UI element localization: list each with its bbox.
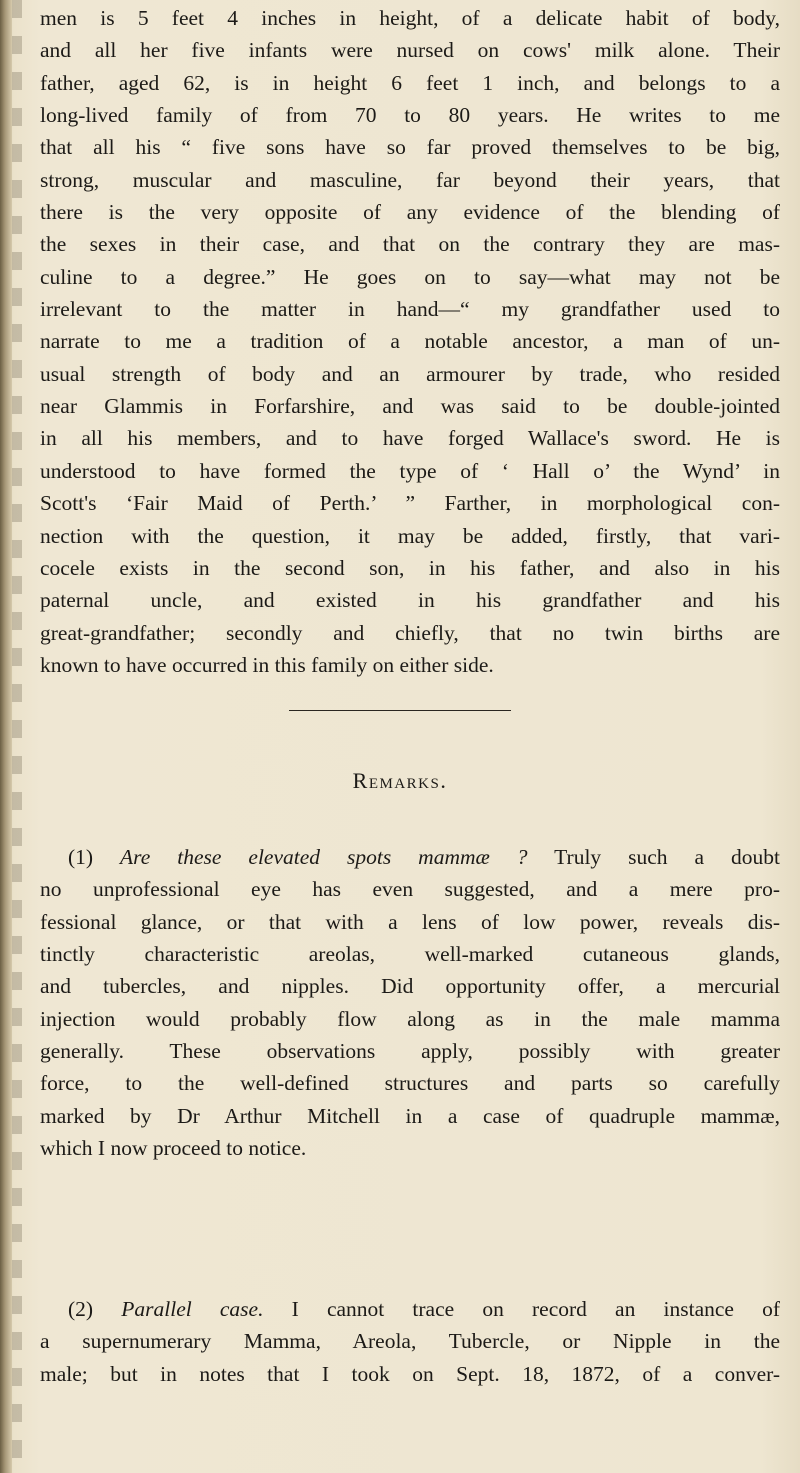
- text-line: men is 5 feet 4 inches in height, of a delicate habit of body,: [40, 6, 780, 30]
- text-line: near Glammis in Forfarshire, and was said to be double-jointed: [40, 394, 780, 419]
- text-line: paternal uncle, and existed in his grandfather and his: [40, 588, 780, 613]
- remark-2-paragraph: [40, 1293, 780, 1390]
- text-line: irrelevant to the matter in hand—“ my grandfather used to: [40, 297, 780, 322]
- text-line: father, aged 62, is in height 6 feet 1 inch, and belongs to a: [40, 70, 780, 95]
- text-line: [40, 1293, 780, 1325]
- text-line: in all his members, and to have forged Wallace's sword. He is: [40, 426, 780, 451]
- text-line: narrate to me a tradition of a notable ancestor, a man of un-: [40, 329, 780, 354]
- text-line: which I now proceed to notice.: [40, 1136, 307, 1161]
- text-line: nection with the question, it may be added, firstly, that vari-: [40, 523, 780, 548]
- remark-1-line-start: Truly such a doubt: [554, 845, 780, 869]
- text-line: marked by Dr Arthur Mitchell in a case of quadruple mammæ,: [40, 1103, 780, 1128]
- text-line: Scott's ‘Fair Maid of Perth.’ ” Farther, in morphological con-: [40, 491, 780, 516]
- remark-2-label: (2): [68, 1297, 94, 1321]
- gutter-shadow: [12, 0, 22, 1473]
- section-divider: [289, 710, 511, 711]
- text-line: fessional glance, or that with a lens of low power, reveals dis-: [40, 909, 780, 934]
- text-line: generally. These observations apply, possibly with greater: [40, 1039, 780, 1064]
- continuation-paragraph: [40, 2, 780, 681]
- remark-1-label: (1): [68, 845, 94, 869]
- text-line: a supernumerary Mamma, Areola, Tubercle, or Nipple in the: [40, 1329, 780, 1354]
- page-binding-edge: [0, 0, 12, 1473]
- text-line: there is the very opposite of any evidence of the blending of: [40, 200, 780, 225]
- remark-2-line-start: I cannot trace on record an instance of: [291, 1297, 780, 1321]
- text-line: great-grandfather; secondly and chiefly, that no twin births are: [40, 620, 780, 645]
- text-line: culine to a degree.” He goes on to say—what may not be: [40, 264, 780, 289]
- remark-1-paragraph: [40, 841, 780, 1164]
- remark-2-title: Parallel case.: [121, 1297, 264, 1321]
- text-line: [40, 841, 780, 873]
- text-line: understood to have formed the type of ‘ Hall o’ the Wynd’ in: [40, 458, 780, 483]
- text-line: and tubercles, and nipples. Did opportunity offer, a mercurial: [40, 974, 780, 999]
- text-line: male; but in notes that I took on Sept. 18, 1872, of a conver-: [40, 1361, 780, 1386]
- text-line: that all his “ five sons have so far proved themselves to be big,: [40, 135, 780, 160]
- remark-1-question: Are these elevated spots mammæ ?: [120, 845, 528, 869]
- text-line: usual strength of body and an armourer by trade, who resided: [40, 361, 780, 386]
- text-line: cocele exists in the second son, in his father, and also in his: [40, 555, 780, 580]
- text-line: long-lived family of from 70 to 80 years. He writes to me: [40, 103, 780, 128]
- remarks-heading: Remarks.: [352, 768, 448, 793]
- text-line: known to have occurred in this family on either side.: [40, 652, 494, 677]
- text-line: tinctly characteristic areolas, well-marked cutaneous glands,: [40, 942, 780, 967]
- text-line: force, to the well-defined structures and parts so carefully: [40, 1071, 780, 1096]
- text-line: injection would probably flow along as in the male mamma: [40, 1006, 780, 1031]
- text-line: and all her five infants were nursed on cows' milk alone. Their: [40, 38, 780, 63]
- text-line: no unprofessional eye has even suggested, and a mere pro-: [40, 877, 780, 902]
- text-line: the sexes in their case, and that on the contrary they are mas-: [40, 232, 780, 257]
- text-line: strong, muscular and masculine, far beyond their years, that: [40, 167, 780, 192]
